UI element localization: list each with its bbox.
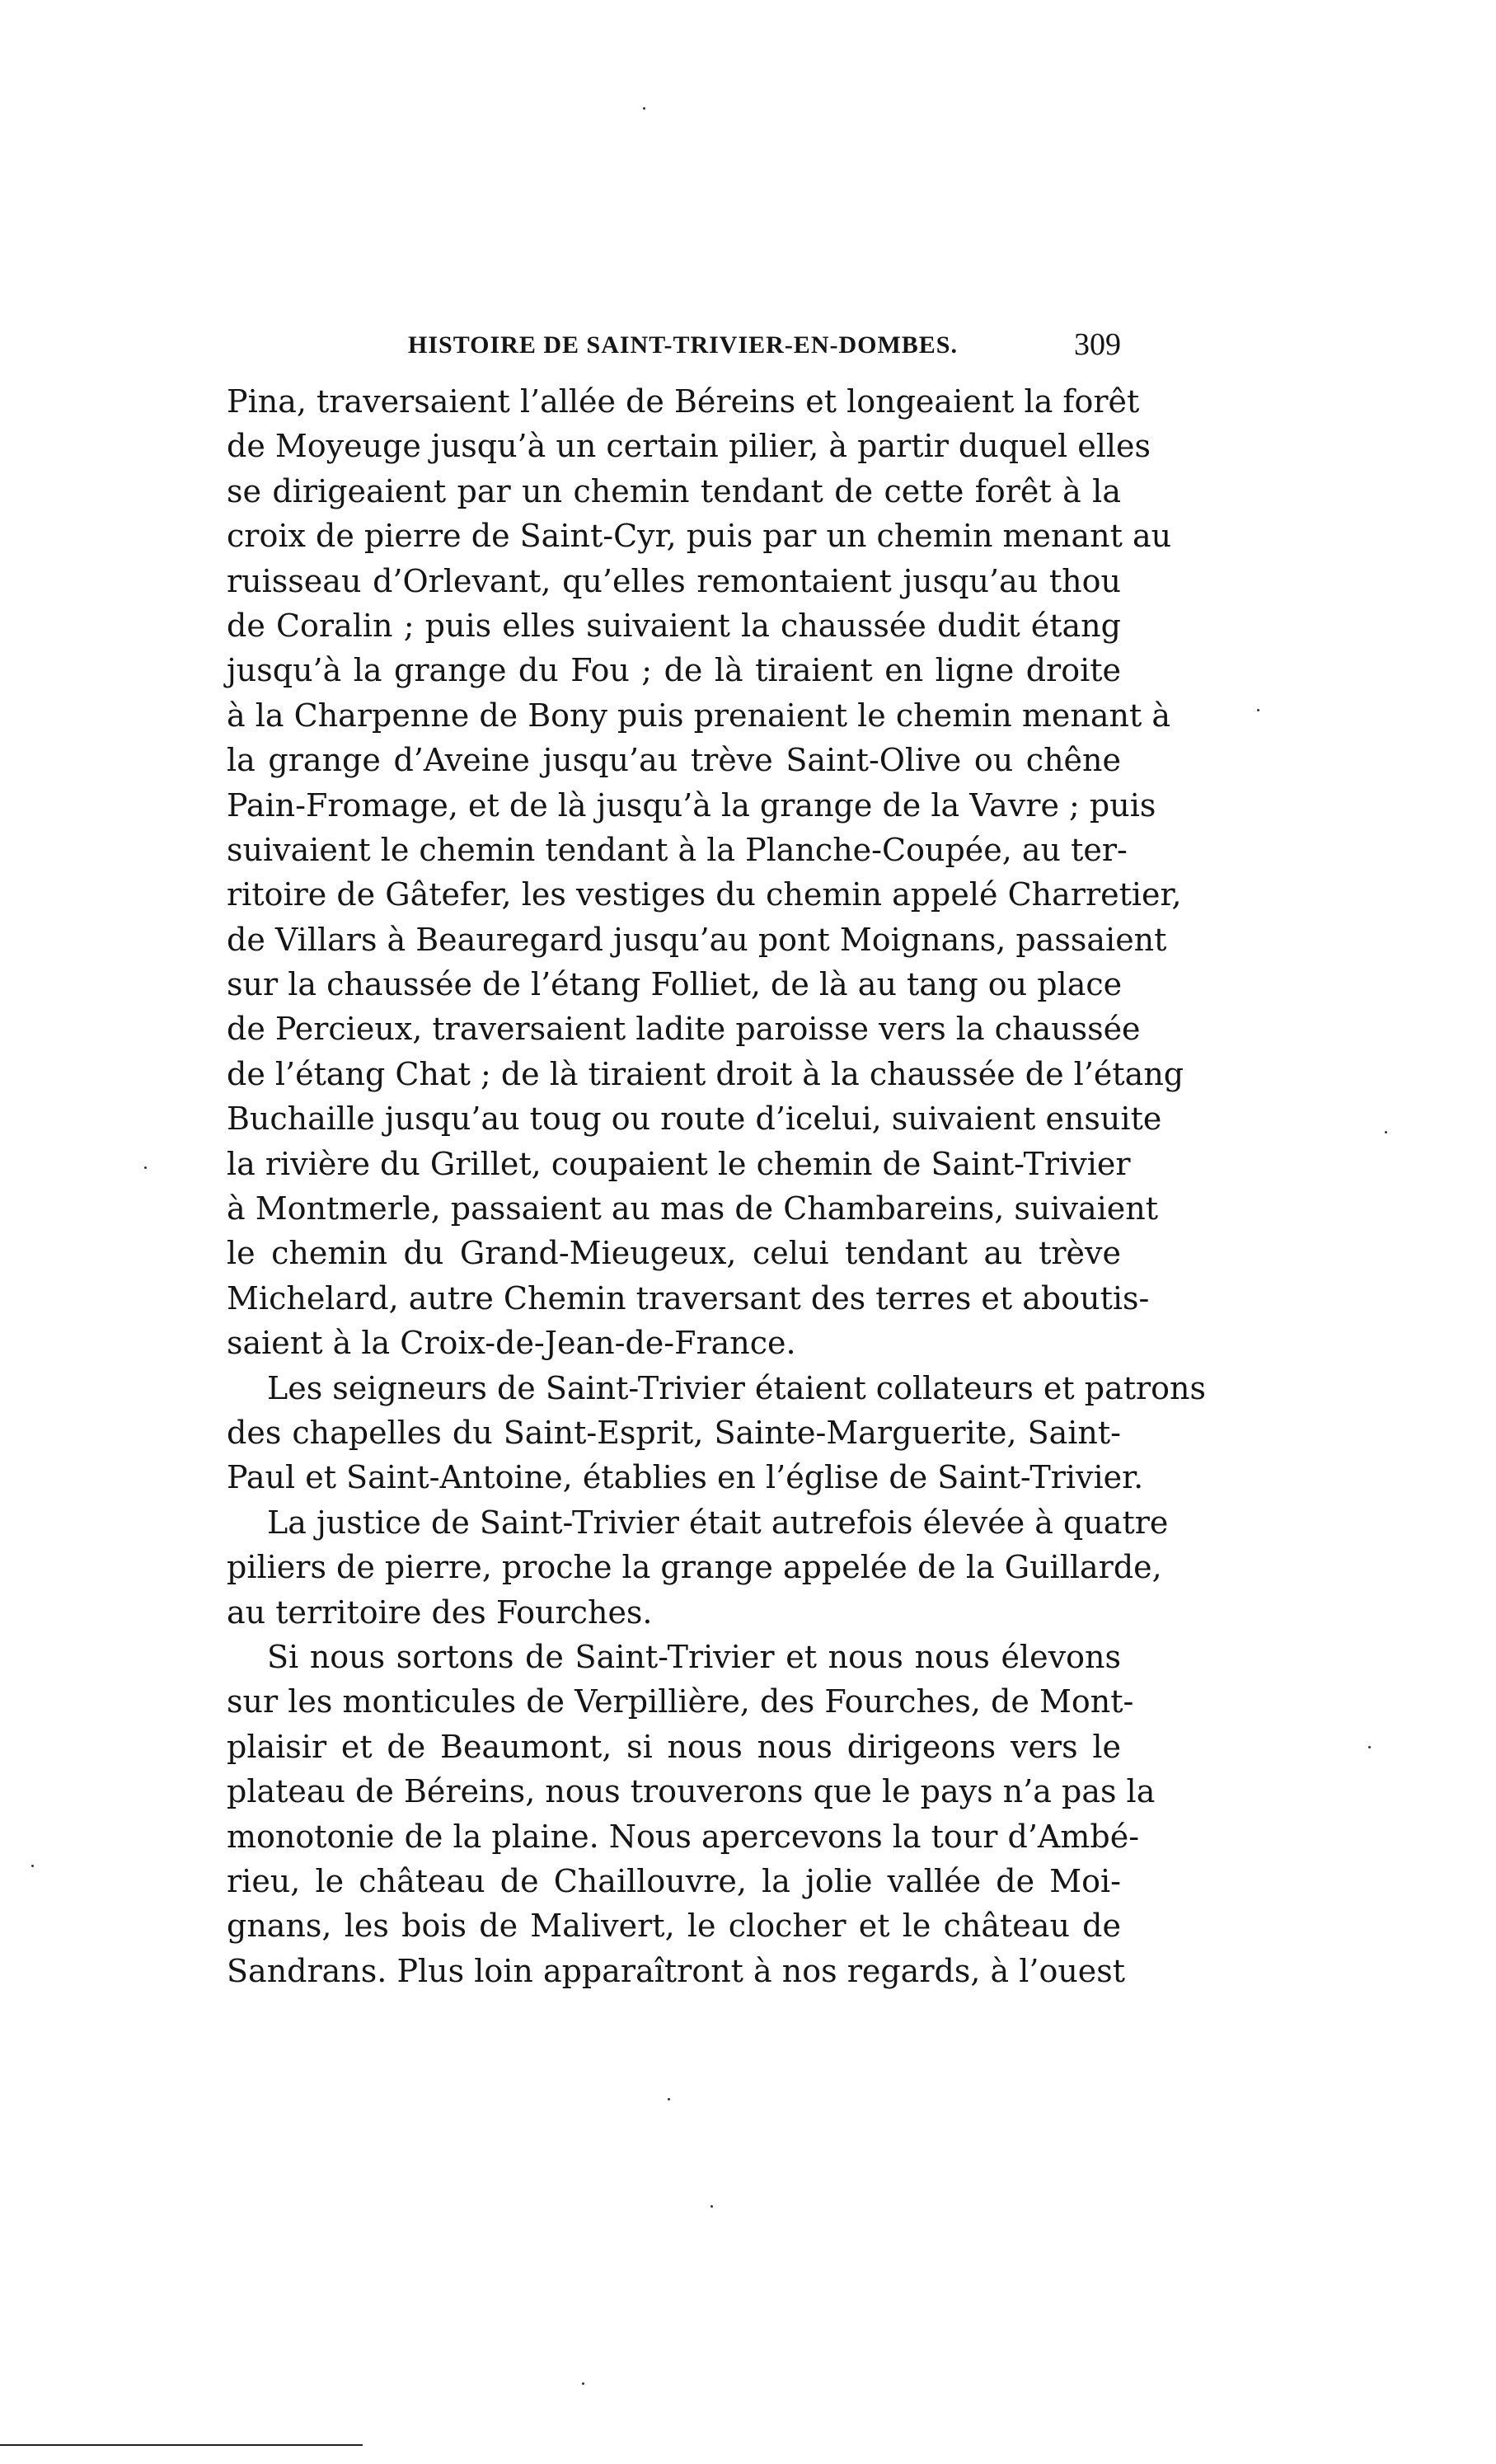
scan-speck bbox=[1368, 1746, 1371, 1748]
text-line: piliers de pierre, proche la grange appelée de la Guillarde, bbox=[227, 1549, 1162, 1586]
text-line: à Montmerle, passaient au mas de Chambareins, suivaient bbox=[227, 1190, 1159, 1227]
text-line: Pina, traversaient l’allée de Béreins et longeaient la forêt bbox=[227, 383, 1140, 420]
page-number: 309 bbox=[1074, 327, 1121, 362]
text-line: suivaient le chemin tendant à la Planche-Coupée, au ter- bbox=[227, 831, 1128, 868]
text-line: saient à la Croix-de-Jean-de-France. bbox=[227, 1325, 796, 1362]
text-line: Les seigneurs de Saint-Trivier étaient collateurs et patrons bbox=[267, 1369, 1207, 1406]
running-title: HISTOIRE DE SAINT-TRIVIER-EN-DOMBES. bbox=[408, 331, 958, 359]
text-line: de Percieux, traversaient ladite paroisse vers la chaussée bbox=[227, 1011, 1141, 1048]
bottom-rule bbox=[0, 2444, 363, 2446]
text-line: la rivière du Grillet, coupaient le chemin de Saint-Trivier bbox=[227, 1145, 1131, 1182]
scan-speck bbox=[643, 107, 645, 110]
scan-speck bbox=[710, 2205, 713, 2208]
text-line: au territoire des Fourches. bbox=[227, 1593, 653, 1631]
text-line: monotonie de la plaine. Nous apercevons la tour d’Ambé- bbox=[227, 1818, 1140, 1855]
text-line: de Moyeuge jusqu’à un certain pilier, à partir duquel elles bbox=[227, 428, 1151, 465]
text-line: sur la chaussée de l’étang Folliet, de là au tang ou place bbox=[227, 966, 1123, 1003]
text-line: à la Charpenne de Bony puis prenaient le chemin menant à bbox=[227, 697, 1170, 734]
text-line: Michelard, autre Chemin traversant des terres et aboutis- bbox=[227, 1279, 1150, 1316]
text-line: plaisir et de Beaumont, si nous nous dirigeons vers le bbox=[227, 1728, 1121, 1765]
scan-speck bbox=[668, 2098, 670, 2100]
text-line: ruisseau d’Orlevant, qu’elles remontaient jusqu’au thou bbox=[227, 562, 1121, 599]
scan-speck bbox=[31, 1865, 34, 1867]
text-line: de Coralin ; puis elles suivaient la chaussée dudit étang bbox=[227, 607, 1121, 644]
text-line: se dirigeaient par un chemin tendant de cette forêt à la bbox=[227, 472, 1121, 509]
text-line: de l’étang Chat ; de là tiraient droit à la chaussée de l’étang bbox=[227, 1055, 1184, 1092]
text-line: rieu, le château de Chaillouvre, la jolie vallée de Moi- bbox=[227, 1862, 1121, 1899]
text-line: sur les monticules de Verpillière, des Fourches, de Mont- bbox=[227, 1683, 1134, 1720]
scan-speck bbox=[1257, 709, 1259, 711]
text-line: Si nous sortons de Saint-Trivier et nous nous élevons bbox=[267, 1638, 1121, 1675]
text-line: Buchaille jusqu’au toug ou route d’icelui, suivaient ensuite bbox=[227, 1101, 1162, 1138]
text-line: croix de pierre de Saint-Cyr, puis par un chemin menant au bbox=[227, 518, 1172, 555]
text-line: la grange d’Aveine jusqu’au trève Saint-Olive ou chêne bbox=[227, 742, 1121, 779]
text-line: des chapelles du Saint-Esprit, Sainte-Marguerite, Saint- bbox=[227, 1414, 1121, 1451]
text-line: le chemin du Grand-Mieugeux, celui tendant au trève bbox=[227, 1235, 1121, 1272]
text-line: Sandrans. Plus loin apparaîtront à nos regards, à l’ouest bbox=[227, 1952, 1126, 1989]
scan-speck bbox=[144, 1166, 147, 1169]
text-line: ritoire de Gâtefer, les vestiges du chemin appelé Charretier, bbox=[227, 876, 1182, 913]
text-line: plateau de Béreins, nous trouverons que le pays n’a pas la bbox=[227, 1773, 1156, 1810]
text-line: La justice de Saint-Trivier était autrefois élevée à quatre bbox=[267, 1504, 1169, 1541]
text-line: Pain-Fromage, et de là jusqu’à la grange de la Vavre ; puis bbox=[227, 786, 1156, 824]
text-line: jusqu’à la grange du Fou ; de là tiraient en ligne droite bbox=[227, 652, 1121, 689]
text-line: de Villars à Beauregard jusqu’au pont Moignans, passaient bbox=[227, 921, 1167, 958]
text-line: Paul et Saint-Antoine, établies en l’église de Saint-Trivier. bbox=[227, 1459, 1144, 1496]
text-line: gnans, les bois de Malivert, le clocher et le château de bbox=[227, 1908, 1121, 1945]
scan-speck bbox=[1385, 1131, 1387, 1133]
scan-speck bbox=[582, 2382, 584, 2385]
running-head bbox=[227, 326, 1121, 376]
body-text bbox=[227, 379, 1207, 1993]
